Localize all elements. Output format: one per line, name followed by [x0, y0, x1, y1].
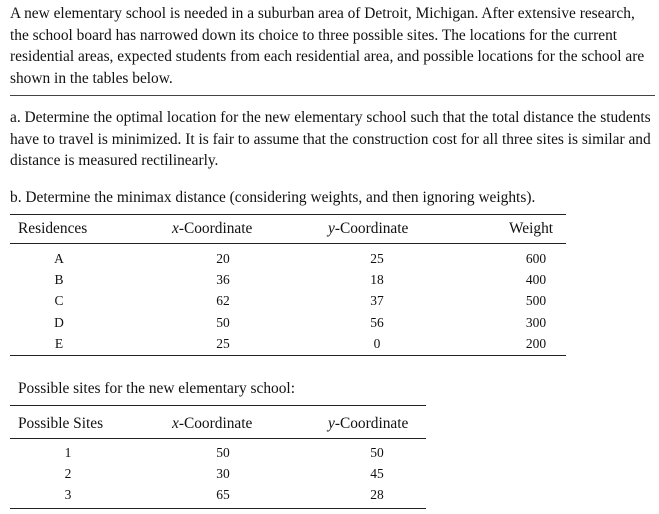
table-cell: 3 — [64, 487, 72, 503]
part-a-paragraph: a. Determine the optimal location for the new elementary school such that the total distance the students have to travel is minimized. It is fair to assume that the construction cost for all three sites is similar and distance is measured rectilinearly. — [10, 109, 651, 169]
table-header-rule — [10, 243, 566, 244]
table-cell: 1 — [64, 445, 72, 460]
table-cell: 20 — [216, 251, 230, 266]
table-cell: E — [54, 335, 64, 351]
header-weight: Weight — [509, 220, 554, 237]
table-cell: A — [54, 251, 64, 266]
table-cell: 18 — [370, 272, 384, 288]
header-y-coordinate: y-Coordinate — [328, 220, 409, 237]
table-bottom-rule — [10, 355, 566, 356]
part-b-paragraph: b. Determine the minimax distance (considering weights, and then ignoring weights). — [10, 189, 536, 206]
table-cell: 50 — [370, 445, 384, 460]
table-cell: 56 — [370, 314, 384, 330]
table-cell: 25 — [216, 335, 230, 351]
intro-paragraph: A new elementary school is needed in a suburban area of Detroit, Michigan. After extensive research, the school board has narrowed down its choice to three possible sites. The locations for the current residential areas, expected students from each residential area, and possible locations for the school are shown in the tables below. — [10, 5, 645, 87]
table-bottom-rule — [10, 508, 426, 509]
site-number-column — [56, 442, 80, 506]
residence-x-column — [208, 248, 238, 354]
table-cell: 0 — [373, 335, 381, 351]
header-possible-sites: Possible Sites — [18, 415, 104, 432]
site-x-column — [208, 442, 238, 506]
table-cell: 65 — [216, 487, 230, 503]
sites-caption: Possible sites for the new elementary school: — [18, 380, 295, 397]
table-top-rule — [10, 214, 566, 215]
table-cell: 200 — [525, 335, 547, 351]
table-cell: 400 — [525, 272, 547, 288]
table-cell: 600 — [525, 251, 547, 266]
table-cell: 25 — [370, 251, 384, 266]
table-header-rule — [10, 438, 426, 439]
table-cell: 28 — [370, 487, 384, 503]
header-x-coordinate: x-Coordinate — [172, 220, 253, 237]
table-top-rule — [10, 405, 426, 406]
table-cell: 300 — [525, 314, 547, 330]
header-y-coordinate: y-Coordinate — [328, 415, 409, 432]
header-residences: Residences — [18, 220, 88, 237]
table-cell: 500 — [525, 293, 547, 309]
table-cell: B — [54, 272, 64, 288]
table-cell: 45 — [370, 466, 384, 482]
site-y-column — [362, 442, 392, 506]
residence-names-column — [46, 248, 72, 354]
table-cell: C — [54, 293, 64, 309]
header-x-coordinate: x-Coordinate — [172, 415, 253, 432]
divider — [10, 95, 655, 96]
table-cell: 37 — [370, 293, 384, 309]
table-cell: D — [54, 314, 64, 330]
table-cell: 50 — [216, 445, 230, 460]
table-cell: 62 — [216, 293, 230, 309]
table-cell: 50 — [216, 314, 230, 330]
residence-y-column — [362, 248, 392, 354]
residence-weight-column — [516, 248, 556, 354]
table-cell: 2 — [64, 466, 72, 482]
table-cell: 36 — [216, 272, 230, 288]
table-cell: 30 — [216, 466, 230, 482]
